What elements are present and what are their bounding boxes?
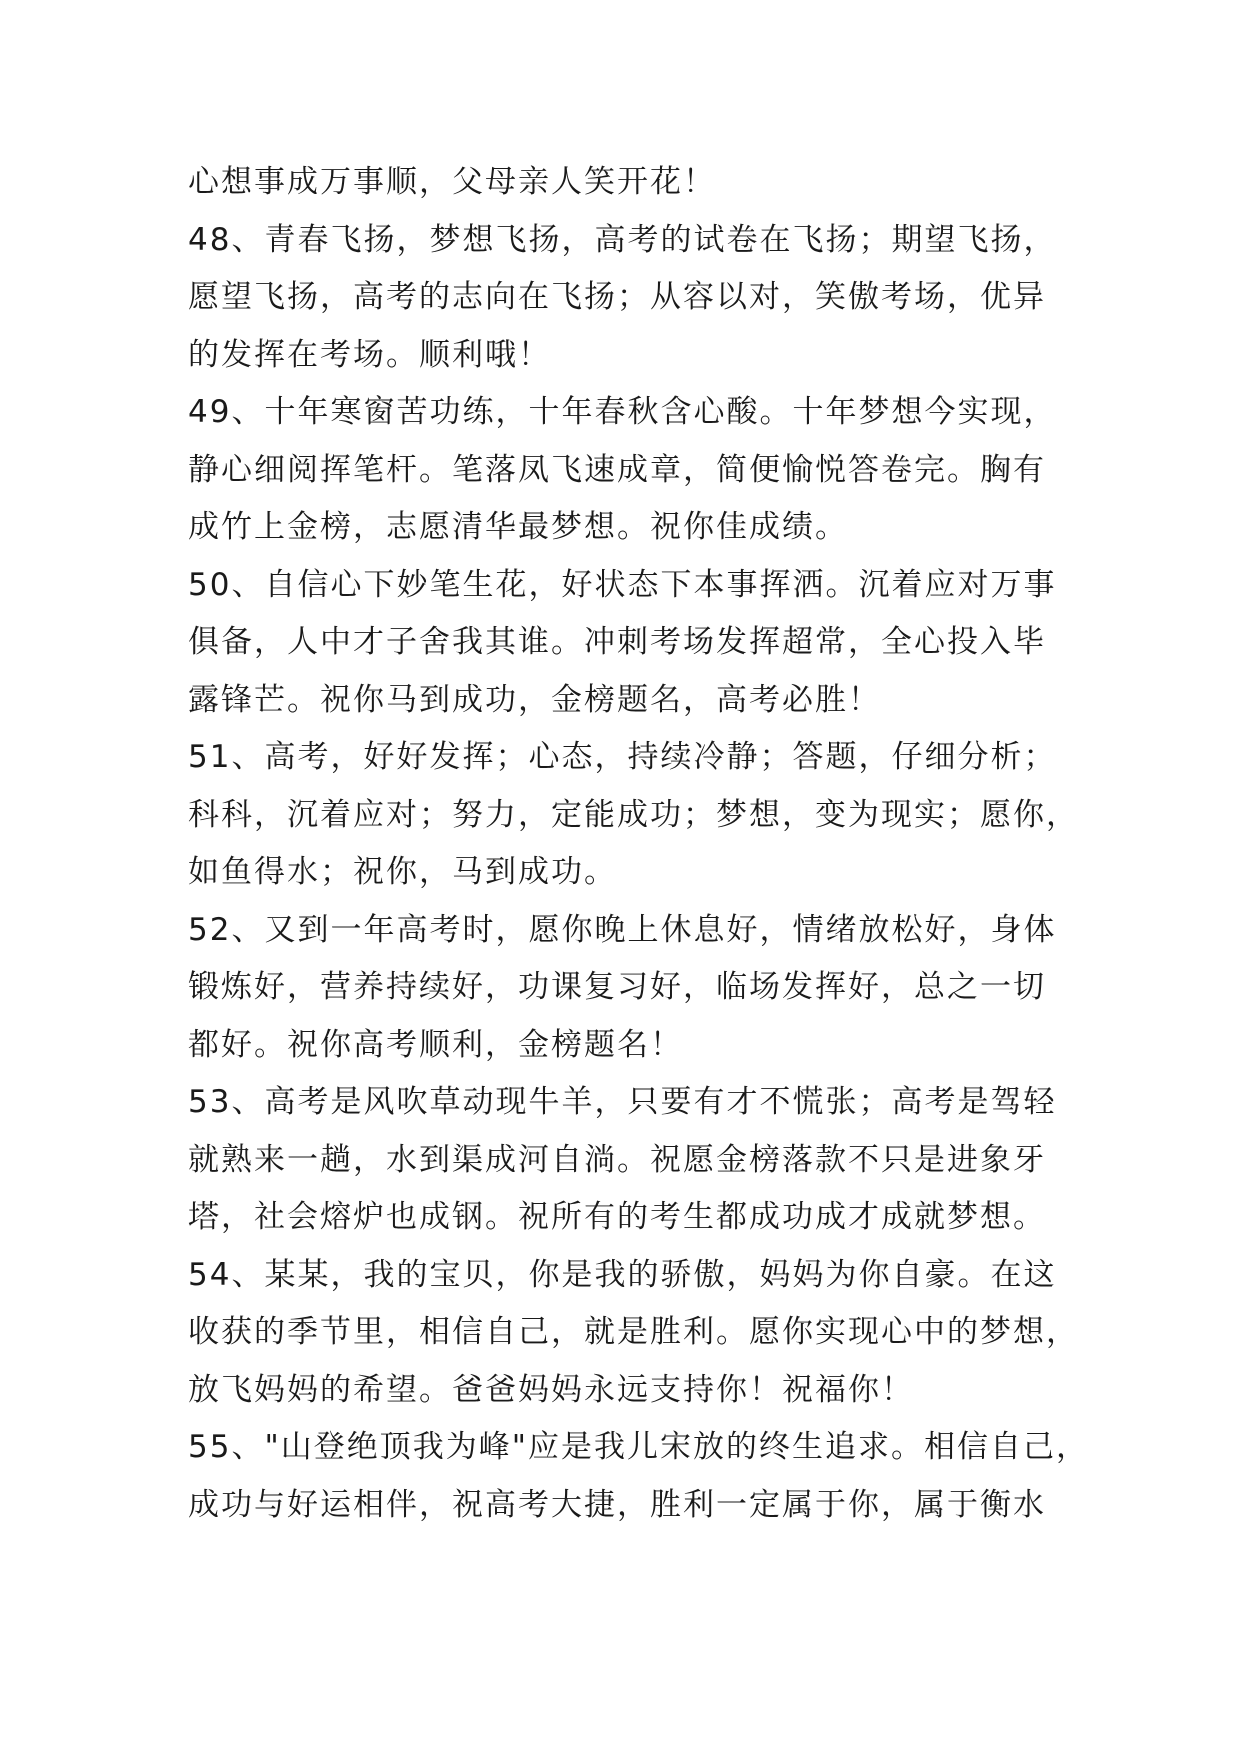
text-line: 收获的季节里，相信自己，就是胜利。愿你实现心中的梦想， xyxy=(188,1314,1079,1350)
text-line: 科科，沉着应对；努力，定能成功；梦想，变为现实；愿你， xyxy=(188,796,1079,833)
text-line: 放飞妈妈的希望。爸爸妈妈永远支持你！祝福你！ xyxy=(188,1371,914,1408)
text-line: 锻炼好，营养持续好，功课复习好，临场发挥好，总之一切 xyxy=(188,969,1046,1005)
text-line: 愿望飞扬，高考的志向在飞扬；从容以对，笑傲考场，优异 xyxy=(188,279,1046,315)
text-line: 就熟来一趟，水到渠成河自淌。祝愿金榜落款不只是进象牙 xyxy=(188,1141,1046,1178)
text-line: 48、青春飞扬，梦想飞扬，高考的试卷在飞扬；期望飞扬， xyxy=(188,221,1057,258)
text-line: 52、又到一年高考时，愿你晚上休息好，情绪放松好，身体 xyxy=(188,911,1057,948)
text-line: 55、"山登绝顶我为峰"应是我儿宋放的终生追求。相信自己， xyxy=(188,1429,1089,1465)
text-line: 50、自信心下妙笔生花，好状态下本事挥洒。沉着应对万事 xyxy=(188,566,1057,603)
text-line: 成功与好运相伴，祝高考大捷，胜利一定属于你，属于衡水 xyxy=(188,1486,1046,1523)
text-line: 静心细阅挥笔杆。笔落凤飞速成章，简便愉悦答卷完。胸有 xyxy=(188,451,1046,488)
text-line: 的发挥在考场。顺利哦！ xyxy=(188,336,551,373)
text-line: 成竹上金榜，志愿清华最梦想。祝你佳成绩。 xyxy=(188,509,848,545)
text-line: 如鱼得水；祝你，马到成功。 xyxy=(188,854,617,890)
text-line: 俱备，人中才子舍我其谁。冲刺考场发挥超常，全心投入毕 xyxy=(188,624,1046,660)
text-line: 49、十年寒窗苦功练，十年春秋含心酸。十年梦想今实现， xyxy=(188,394,1057,430)
text-line: 塔，社会熔炉也成钢。祝所有的考生都成功成才成就梦想。 xyxy=(188,1199,1046,1235)
text-line: 51、高考，好好发挥；心态，持续冷静；答题，仔细分析； xyxy=(188,739,1057,775)
text-line: 都好。祝你高考顺利，金榜题名！ xyxy=(188,1026,683,1063)
text-line: 心想事成万事顺，父母亲人笑开花！ xyxy=(188,164,716,200)
document-body xyxy=(188,154,1089,1534)
text-line: 53、高考是风吹草动现牛羊，只要有才不慌张；高考是驾轻 xyxy=(188,1084,1057,1120)
text-line: 54、某某，我的宝贝，你是我的骄傲，妈妈为你自豪。在这 xyxy=(188,1256,1057,1293)
text-line: 露锋芒。祝你马到成功，金榜题名，高考必胜！ xyxy=(188,681,881,718)
